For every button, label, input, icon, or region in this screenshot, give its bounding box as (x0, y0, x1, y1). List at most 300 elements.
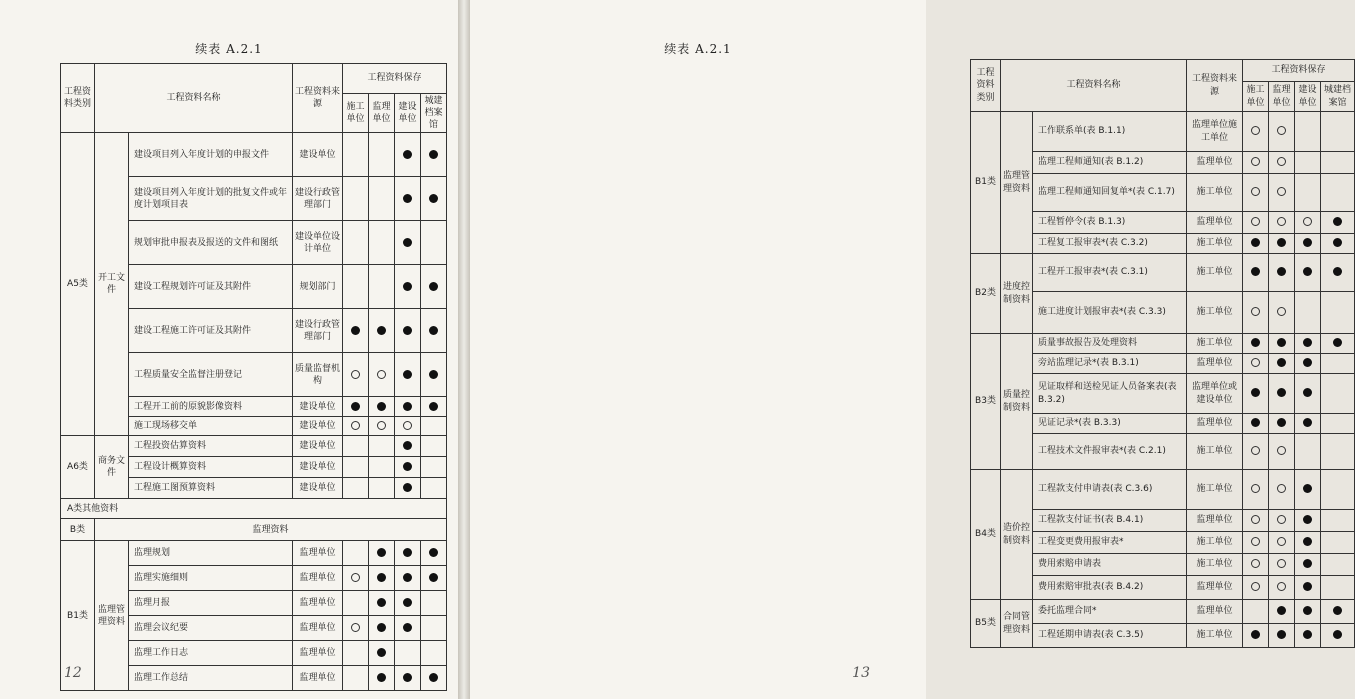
storage-cell (1243, 174, 1269, 212)
storage-cell (1269, 334, 1295, 354)
filled-circle-mark (1251, 238, 1260, 247)
row-name: 质量事故报告及处理资料 (1033, 334, 1187, 354)
filled-circle-mark (1303, 338, 1312, 347)
storage-cell (1321, 174, 1355, 212)
storage-cell (1295, 554, 1321, 576)
storage-cell (1321, 354, 1355, 374)
storage-cell (1321, 334, 1355, 354)
storage-cell (1269, 354, 1295, 374)
storage-cell (395, 417, 421, 436)
filled-circle-mark (429, 573, 438, 582)
filled-circle-mark (377, 573, 386, 582)
storage-cell (395, 397, 421, 417)
row-name: 工程暂停令(表 B.1.3) (1033, 212, 1187, 234)
storage-cell (1295, 212, 1321, 234)
storage-cell (343, 353, 369, 397)
filled-circle-mark (377, 598, 386, 607)
storage-cell (343, 666, 369, 691)
storage-cell (369, 353, 395, 397)
storage-cell (1321, 234, 1355, 254)
group-label: A5类 (61, 133, 95, 436)
header-source: 工程资料来源 (293, 64, 343, 133)
row-source: 建设行政管理部门 (293, 309, 343, 353)
storage-cell (1243, 374, 1269, 414)
filled-circle-mark (1277, 358, 1286, 367)
filled-circle-mark (403, 150, 412, 159)
storage-cell (1295, 470, 1321, 510)
storage-cell (395, 566, 421, 591)
header-col-supervision: 监理单位 (1269, 82, 1295, 112)
row-source: 质量监督机构 (293, 353, 343, 397)
row-source: 建设行政管理部门 (293, 177, 343, 221)
header-category: 工程资料类别 (61, 64, 95, 133)
storage-cell (421, 417, 447, 436)
header-col-construction: 施工单位 (343, 94, 369, 133)
hollow-circle-mark (1277, 187, 1286, 196)
filled-circle-mark (429, 402, 438, 411)
filled-circle-mark (403, 370, 412, 379)
header-col-owner: 建设单位 (1295, 82, 1321, 112)
hollow-circle-mark (1251, 126, 1260, 135)
row-name: 施工进度计划报审表*(表 C.3.3) (1033, 292, 1187, 334)
group-sub-label: 商务文件 (95, 436, 129, 499)
storage-cell (1269, 234, 1295, 254)
filled-circle-mark (1333, 630, 1342, 639)
storage-cell (1269, 532, 1295, 554)
row-source: 施工单位 (1187, 234, 1243, 254)
storage-cell (421, 566, 447, 591)
row-source: 建设单位 (293, 436, 343, 457)
filled-circle-mark (1303, 388, 1312, 397)
row-source: 施工单位 (1187, 554, 1243, 576)
hollow-circle-mark (1277, 515, 1286, 524)
storage-cell (1243, 354, 1269, 374)
group-label: B1类 (971, 112, 1001, 254)
group-sub-label: 造价控制资料 (1001, 470, 1033, 600)
filled-circle-mark (403, 326, 412, 335)
header-source: 工程资料来源 (1187, 60, 1243, 112)
filled-circle-mark (377, 402, 386, 411)
storage-cell (1243, 532, 1269, 554)
filled-circle-mark (1303, 358, 1312, 367)
filled-circle-mark (1277, 338, 1286, 347)
filled-circle-mark (1303, 238, 1312, 247)
storage-cell (1321, 576, 1355, 600)
row-name: 规划审批申报表及报送的文件和图纸 (129, 221, 293, 265)
row-name: 工程变更费用报审表* (1033, 532, 1187, 554)
row-name: 工程投资估算资料 (129, 436, 293, 457)
row-source: 建设单位 (293, 133, 343, 177)
row-source: 建设单位 (293, 417, 343, 436)
storage-cell (1243, 212, 1269, 234)
row-source: 监理单位 (293, 591, 343, 616)
archive-table-right (970, 59, 1355, 648)
row-source: 监理单位 (293, 641, 343, 666)
row-source: 监理单位或建设单位 (1187, 374, 1243, 414)
row-name: 费用索赔申请表 (1033, 554, 1187, 576)
storage-cell (421, 457, 447, 478)
hollow-circle-mark (1251, 484, 1260, 493)
group-label: B类 (61, 519, 95, 541)
storage-cell (369, 309, 395, 353)
filled-circle-mark (429, 194, 438, 203)
group-label: B1类 (61, 541, 95, 691)
filled-circle-mark (1303, 418, 1312, 427)
filled-circle-mark (429, 326, 438, 335)
hollow-circle-mark (351, 623, 360, 632)
header-col-archive: 城建档案馆 (1321, 82, 1355, 112)
filled-circle-mark (403, 282, 412, 291)
filled-circle-mark (403, 238, 412, 247)
row-source: 施工单位 (1187, 334, 1243, 354)
storage-cell (1321, 414, 1355, 434)
row-source: 施工单位 (1187, 470, 1243, 510)
filled-circle-mark (377, 548, 386, 557)
filled-circle-mark (1303, 582, 1312, 591)
row-source: 建设单位 (293, 457, 343, 478)
row-name: 监理实施细则 (129, 566, 293, 591)
storage-cell (1295, 254, 1321, 292)
storage-cell (421, 265, 447, 309)
filled-circle-mark (403, 462, 412, 471)
row-name: 见证记录*(表 B.3.3) (1033, 414, 1187, 434)
row-source: 施工单位 (1187, 434, 1243, 470)
storage-cell (369, 566, 395, 591)
filled-circle-mark (403, 402, 412, 411)
hollow-circle-mark (1277, 157, 1286, 166)
page-number: 12 (64, 665, 82, 681)
storage-cell (343, 397, 369, 417)
filled-circle-mark (1303, 267, 1312, 276)
hollow-circle-mark (1251, 537, 1260, 546)
row-name: 建设工程施工许可证及其附件 (129, 309, 293, 353)
filled-circle-mark (1333, 217, 1342, 226)
page-number: 13 (852, 665, 870, 681)
storage-cell (1321, 112, 1355, 152)
hollow-circle-mark (1277, 559, 1286, 568)
storage-cell (1295, 292, 1321, 334)
row-name: 监理会议纪要 (129, 616, 293, 641)
storage-cell (1243, 112, 1269, 152)
hollow-circle-mark (1277, 582, 1286, 591)
storage-cell (1295, 510, 1321, 532)
storage-cell (1295, 624, 1321, 648)
filled-circle-mark (351, 326, 360, 335)
group-sub-label: 监理管理资料 (95, 541, 129, 691)
filled-circle-mark (429, 673, 438, 682)
row-source: 监理单位施工单位 (1187, 112, 1243, 152)
row-name: 监理工程师通知回复单*(表 C.1.7) (1033, 174, 1187, 212)
filled-circle-mark (429, 282, 438, 291)
storage-cell (1269, 414, 1295, 434)
row-source: 监理单位 (1187, 152, 1243, 174)
group-label: B2类 (971, 254, 1001, 334)
row-source: 建设单位 (293, 478, 343, 499)
row-name: 工程复工报审表*(表 C.3.2) (1033, 234, 1187, 254)
table-title: 续表 A.2.1 (664, 42, 732, 56)
hollow-circle-mark (351, 573, 360, 582)
header-col-archive: 城建档案馆 (421, 94, 447, 133)
storage-cell (1321, 212, 1355, 234)
storage-cell (395, 265, 421, 309)
storage-cell (1243, 510, 1269, 532)
storage-cell (1243, 470, 1269, 510)
storage-cell (343, 436, 369, 457)
filled-circle-mark (429, 548, 438, 557)
storage-cell (369, 457, 395, 478)
filled-circle-mark (403, 673, 412, 682)
storage-cell (395, 353, 421, 397)
filled-circle-mark (403, 483, 412, 492)
table-title: 续表 A.2.1 (195, 42, 263, 56)
row-name: 监理工作日志 (129, 641, 293, 666)
filled-circle-mark (1303, 606, 1312, 615)
storage-cell (343, 616, 369, 641)
header-col-construction: 施工单位 (1243, 82, 1269, 112)
storage-cell (369, 641, 395, 666)
hollow-circle-mark (377, 421, 386, 430)
row-name: 见证取样和送检见证人员备案表(表 B.3.2) (1033, 374, 1187, 414)
storage-cell (1295, 600, 1321, 624)
storage-cell (421, 616, 447, 641)
storage-cell (1269, 174, 1295, 212)
group-label: A6类 (61, 436, 95, 499)
row-source: 监理单位 (1187, 414, 1243, 434)
filled-circle-mark (1277, 267, 1286, 276)
header-name: 工程资料名称 (1001, 60, 1187, 112)
hollow-circle-mark (1303, 217, 1312, 226)
storage-cell (1295, 576, 1321, 600)
header-category: 工程资料类别 (971, 60, 1001, 112)
storage-cell (395, 641, 421, 666)
storage-cell (1269, 212, 1295, 234)
storage-cell (395, 666, 421, 691)
row-name: 工程款支付证书(表 B.4.1) (1033, 510, 1187, 532)
group-sub-label: 质量控制资料 (1001, 334, 1033, 470)
row-source: 监理单位 (1187, 510, 1243, 532)
storage-cell (395, 133, 421, 177)
storage-cell (343, 417, 369, 436)
filled-circle-mark (429, 370, 438, 379)
row-source: 建设单位 (293, 397, 343, 417)
storage-cell (1243, 234, 1269, 254)
hollow-circle-mark (1277, 307, 1286, 316)
filled-circle-mark (429, 150, 438, 159)
storage-cell (1243, 334, 1269, 354)
storage-cell (1295, 152, 1321, 174)
filled-circle-mark (1303, 559, 1312, 568)
group-sub-label: 合同管理资料 (1001, 600, 1033, 648)
filled-circle-mark (377, 648, 386, 657)
storage-cell (421, 478, 447, 499)
filled-circle-mark (377, 673, 386, 682)
filled-circle-mark (1277, 238, 1286, 247)
header-storage: 工程资料保存 (343, 64, 447, 94)
storage-cell (1321, 624, 1355, 648)
storage-cell (1321, 254, 1355, 292)
storage-cell (421, 397, 447, 417)
hollow-circle-mark (351, 421, 360, 430)
storage-cell (369, 417, 395, 436)
storage-cell (1269, 112, 1295, 152)
storage-cell (369, 478, 395, 499)
storage-cell (1269, 434, 1295, 470)
row-name: 工程质量安全监督注册登记 (129, 353, 293, 397)
hollow-circle-mark (1277, 446, 1286, 455)
filled-circle-mark (351, 402, 360, 411)
storage-cell (1243, 152, 1269, 174)
filled-circle-mark (403, 598, 412, 607)
storage-cell (343, 591, 369, 616)
filled-circle-mark (403, 548, 412, 557)
filled-circle-mark (1251, 630, 1260, 639)
storage-cell (1269, 600, 1295, 624)
storage-cell (421, 666, 447, 691)
filled-circle-mark (1303, 630, 1312, 639)
storage-cell (1295, 414, 1321, 434)
row-source: 施工单位 (1187, 532, 1243, 554)
storage-cell (1295, 374, 1321, 414)
hollow-circle-mark (1251, 559, 1260, 568)
storage-cell (421, 221, 447, 265)
storage-cell (421, 436, 447, 457)
storage-cell (1321, 374, 1355, 414)
storage-cell (343, 641, 369, 666)
hollow-circle-mark (1277, 484, 1286, 493)
storage-cell (369, 397, 395, 417)
filled-circle-mark (403, 573, 412, 582)
storage-cell (343, 221, 369, 265)
row-name: 工程开工报审表*(表 C.3.1) (1033, 254, 1187, 292)
row-name: 施工现场移交单 (129, 417, 293, 436)
header-col-supervision: 监理单位 (369, 94, 395, 133)
filled-circle-mark (1333, 238, 1342, 247)
row-name: 工程开工前的原貌影像资料 (129, 397, 293, 417)
storage-cell (1243, 576, 1269, 600)
row-source: 监理单位 (1187, 600, 1243, 624)
hollow-circle-mark (403, 421, 412, 430)
storage-cell (1243, 292, 1269, 334)
filled-circle-mark (1303, 537, 1312, 546)
storage-cell (1269, 470, 1295, 510)
row-name: 工程款支付申请表(表 C.3.6) (1033, 470, 1187, 510)
storage-cell (369, 221, 395, 265)
row-source: 施工单位 (1187, 624, 1243, 648)
hollow-circle-mark (351, 370, 360, 379)
row-source: 监理单位 (1187, 212, 1243, 234)
row-source: 监理单位 (293, 616, 343, 641)
right-page (470, 0, 1352, 699)
filled-circle-mark (1303, 484, 1312, 493)
filled-circle-mark (1277, 630, 1286, 639)
row-source: 监理单位 (293, 541, 343, 566)
storage-cell (1269, 152, 1295, 174)
row-name: 工作联系单(表 B.1.1) (1033, 112, 1187, 152)
row-name: 监理工作总结 (129, 666, 293, 691)
storage-cell (1243, 434, 1269, 470)
row-name: 监理规划 (129, 541, 293, 566)
row-source: 监理单位 (1187, 354, 1243, 374)
row-name: 工程施工图预算资料 (129, 478, 293, 499)
filled-circle-mark (1333, 267, 1342, 276)
row-name: 工程延期申请表(表 C.3.5) (1033, 624, 1187, 648)
storage-cell (395, 309, 421, 353)
filled-circle-mark (1333, 606, 1342, 615)
storage-cell (1321, 434, 1355, 470)
row-source: 施工单位 (1187, 174, 1243, 212)
storage-cell (1321, 510, 1355, 532)
storage-cell (395, 221, 421, 265)
hollow-circle-mark (1277, 537, 1286, 546)
storage-cell (1243, 414, 1269, 434)
row-name: 旁站监理记录*(表 B.3.1) (1033, 354, 1187, 374)
storage-cell (343, 541, 369, 566)
row-name: 建设工程规划许可证及其附件 (129, 265, 293, 309)
storage-cell (343, 309, 369, 353)
storage-cell (421, 591, 447, 616)
storage-cell (421, 353, 447, 397)
hollow-circle-mark (1277, 217, 1286, 226)
storage-cell (369, 591, 395, 616)
group-label: B3类 (971, 334, 1001, 470)
hollow-circle-mark (1251, 217, 1260, 226)
section-a-other: A类其他资料 (61, 499, 447, 519)
storage-cell (1321, 470, 1355, 510)
storage-cell (395, 616, 421, 641)
storage-cell (1269, 292, 1295, 334)
row-name: 监理月报 (129, 591, 293, 616)
row-name: 建设项目列入年度计划的批复文件或年度计划项目表 (129, 177, 293, 221)
storage-cell (1295, 234, 1321, 254)
storage-cell (1321, 532, 1355, 554)
filled-circle-mark (377, 326, 386, 335)
storage-cell (1243, 554, 1269, 576)
storage-cell (369, 616, 395, 641)
storage-cell (343, 478, 369, 499)
filled-circle-mark (1251, 338, 1260, 347)
storage-cell (343, 457, 369, 478)
hollow-circle-mark (1251, 187, 1260, 196)
storage-cell (421, 309, 447, 353)
storage-cell (369, 666, 395, 691)
hollow-circle-mark (1251, 157, 1260, 166)
storage-cell (1295, 354, 1321, 374)
storage-cell (369, 177, 395, 221)
header-name: 工程资料名称 (95, 64, 293, 133)
group-label: B5类 (971, 600, 1001, 648)
filled-circle-mark (403, 441, 412, 450)
storage-cell (1321, 600, 1355, 624)
hollow-circle-mark (1251, 358, 1260, 367)
storage-cell (1243, 624, 1269, 648)
storage-cell (369, 265, 395, 309)
storage-cell (369, 541, 395, 566)
hollow-circle-mark (1251, 307, 1260, 316)
row-source: 施工单位 (1187, 254, 1243, 292)
storage-cell (1269, 576, 1295, 600)
filled-circle-mark (1277, 388, 1286, 397)
storage-cell (421, 641, 447, 666)
storage-cell (1243, 254, 1269, 292)
storage-cell (395, 436, 421, 457)
filled-circle-mark (1251, 388, 1260, 397)
row-name: 工程设计概算资料 (129, 457, 293, 478)
row-name: 监理工程师通知(表 B.1.2) (1033, 152, 1187, 174)
storage-cell (343, 566, 369, 591)
row-name: 委托监理合同* (1033, 600, 1187, 624)
hollow-circle-mark (377, 370, 386, 379)
header-storage: 工程资料保存 (1243, 60, 1355, 82)
